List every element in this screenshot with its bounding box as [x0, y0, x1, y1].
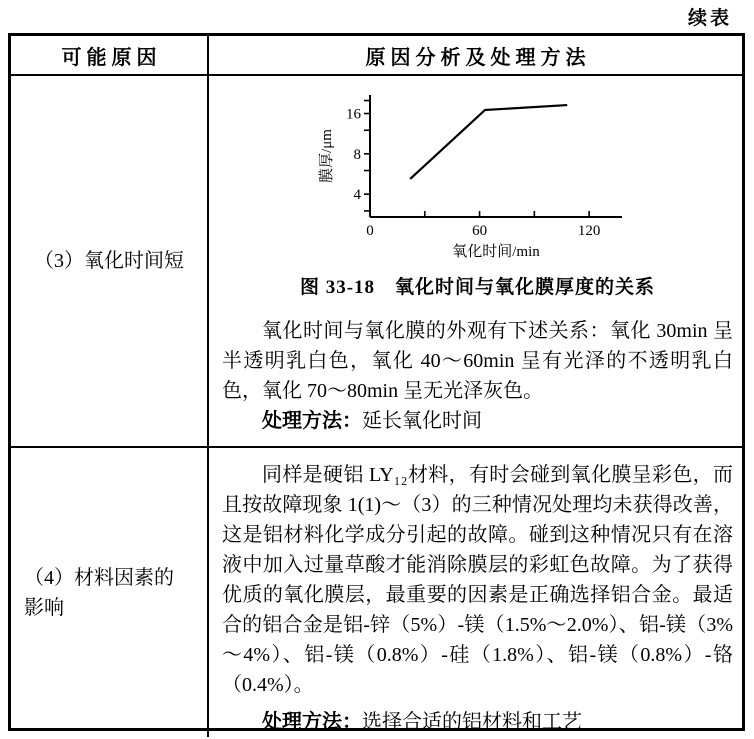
table-row	[11, 448, 742, 737]
treatment-text: 选择合适的铝材料和工艺	[362, 711, 582, 733]
table-header-row	[11, 36, 742, 76]
treatment-line	[222, 707, 733, 737]
analysis-cell	[209, 448, 742, 737]
treatment-label: 处理方法：	[262, 410, 362, 432]
analysis-paragraph: 氧化时间与氧化膜的外观有下述关系：氧化 30min 呈半透明乳白色，氧化 40～60min 呈有光泽的不透明乳白色，氧化 70～80min 呈无光泽灰色。	[222, 320, 733, 402]
oxidation-time-thickness-chart	[318, 85, 638, 263]
analysis-cell	[209, 76, 742, 446]
svg-text:120: 120	[577, 223, 600, 239]
figure-33-18	[222, 76, 733, 303]
cause-cell-material-factor: （4）材料因素的影响	[11, 448, 209, 737]
svg-text:4: 4	[353, 187, 361, 204]
treatment-line	[222, 406, 733, 436]
svg-text:0: 0	[365, 223, 374, 239]
treatment-text: 延长氧化时间	[362, 410, 482, 432]
continued-table-label: 续表	[687, 8, 732, 29]
cause-cell-oxidation-time: （3）氧化时间短	[11, 76, 209, 446]
treatment-label: 处理方法：	[262, 711, 362, 733]
analysis-paragraph: 同样是硬铝 LY₁₂材料，有时会碰到氧化膜呈彩色，而且按故障现象 1(1)～（3）的三种情况处理均未获得改善，这是铝材料化学成分引起的故障。碰到这种情况只有在溶液中加入过量草酸才能消除膜层的彩虹色故障。为了获得优质的氧化膜层，最重要的因素是正确选择铝合金。最适合的铝合金是铝-锌（5%）-镁（1.5%～2.0%）、铝-镁（3%～4%）、铝-镁（0.8%）-硅（1.8%）、铝-镁（0.8%）-铬（0.4%）。	[222, 464, 733, 696]
col-header-analysis-treatment: 原 因 分 析 及 处 理 方 法	[365, 46, 586, 69]
svg-text:16: 16	[345, 106, 361, 123]
fault-analysis-table	[8, 33, 745, 731]
col-header-possible-cause: 可 能 原 因	[11, 36, 209, 74]
table-row	[11, 76, 742, 448]
svg-text:8: 8	[353, 146, 361, 163]
figure-caption: 图 33-18 氧化时间与氧化膜厚度的关系	[299, 277, 656, 298]
svg-text:膜厚/μm: 膜厚/μm	[318, 129, 335, 183]
svg-text:氧化时间/min: 氧化时间/min	[451, 244, 540, 260]
svg-text:60: 60	[471, 223, 487, 239]
